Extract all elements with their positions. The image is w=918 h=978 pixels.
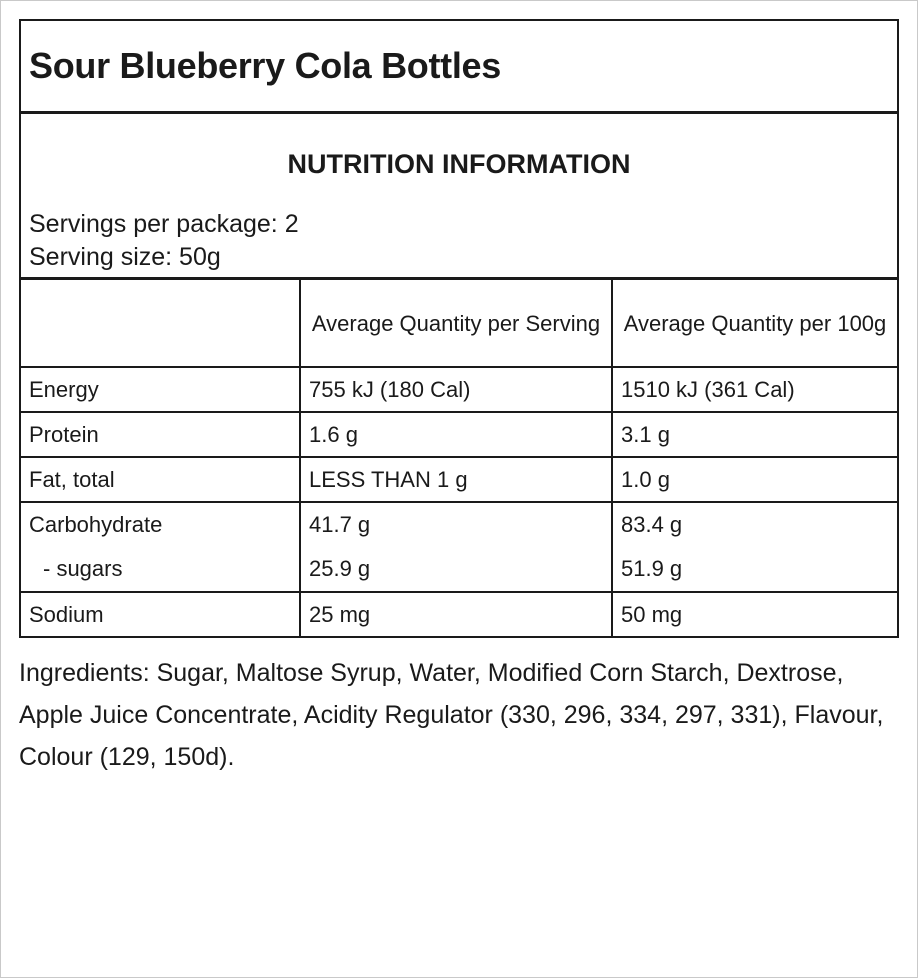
column-header-per-serving: Average Quantity per Serving xyxy=(300,280,612,367)
table-row-energy xyxy=(21,367,897,412)
sub-per-serving-value: 25.9 g xyxy=(309,556,371,581)
per-100g-value: 1.0 g xyxy=(612,457,897,502)
nutrient-name: Protein xyxy=(21,412,300,457)
ingredients-text: Ingredients: Sugar, Maltose Syrup, Water, Modified Corn Starch, Dextrose, Apple Juice Concentrate, Acidity Regulator (330, 296, 334, 297, 331), Flavour, Colour (129, 150d). xyxy=(19,659,884,771)
table-row-sodium xyxy=(21,592,897,636)
per-serving-value: 41.7 g xyxy=(309,512,371,537)
table-row-carbohydrate xyxy=(21,502,897,592)
per-100g-cell xyxy=(612,502,897,592)
serving-size: Serving size: 50g xyxy=(29,243,221,271)
nutrient-name: Sodium xyxy=(21,592,300,636)
column-header-per-100g: Average Quantity per 100g xyxy=(612,280,897,367)
per-100g-value: 83.4 g xyxy=(621,512,683,537)
servings-info xyxy=(29,208,299,274)
per-100g-value: 3.1 g xyxy=(612,412,897,457)
nutrient-name: Energy xyxy=(21,367,300,412)
nutrition-info-section xyxy=(21,114,897,280)
servings-per-package: Servings per package: 2 xyxy=(29,210,299,238)
column-header-empty xyxy=(21,280,300,367)
title-row xyxy=(21,21,897,114)
nutrient-name: Carbohydrate xyxy=(29,512,163,537)
nutrient-name-cell xyxy=(21,502,300,592)
table-row-fat xyxy=(21,457,897,502)
per-serving-value: 755 kJ (180 Cal) xyxy=(300,367,612,412)
nutrient-name: Fat, total xyxy=(21,457,300,502)
table-header-row xyxy=(21,280,897,367)
nutrition-heading: NUTRITION INFORMATION xyxy=(287,149,631,179)
per-serving-cell xyxy=(300,502,612,592)
nutrition-panel xyxy=(19,19,899,638)
table-row-protein xyxy=(21,412,897,457)
per-100g-value: 1510 kJ (361 Cal) xyxy=(612,367,897,412)
product-title: Sour Blueberry Cola Bottles xyxy=(29,45,501,86)
per-100g-value: 50 mg xyxy=(612,592,897,636)
per-serving-value: 25 mg xyxy=(300,592,612,636)
sub-nutrient-name: - sugars xyxy=(43,556,123,581)
per-serving-value: 1.6 g xyxy=(300,412,612,457)
nutrition-table xyxy=(21,280,897,636)
sub-per-100g-value: 51.9 g xyxy=(621,556,683,581)
per-serving-value: LESS THAN 1 g xyxy=(300,457,612,502)
